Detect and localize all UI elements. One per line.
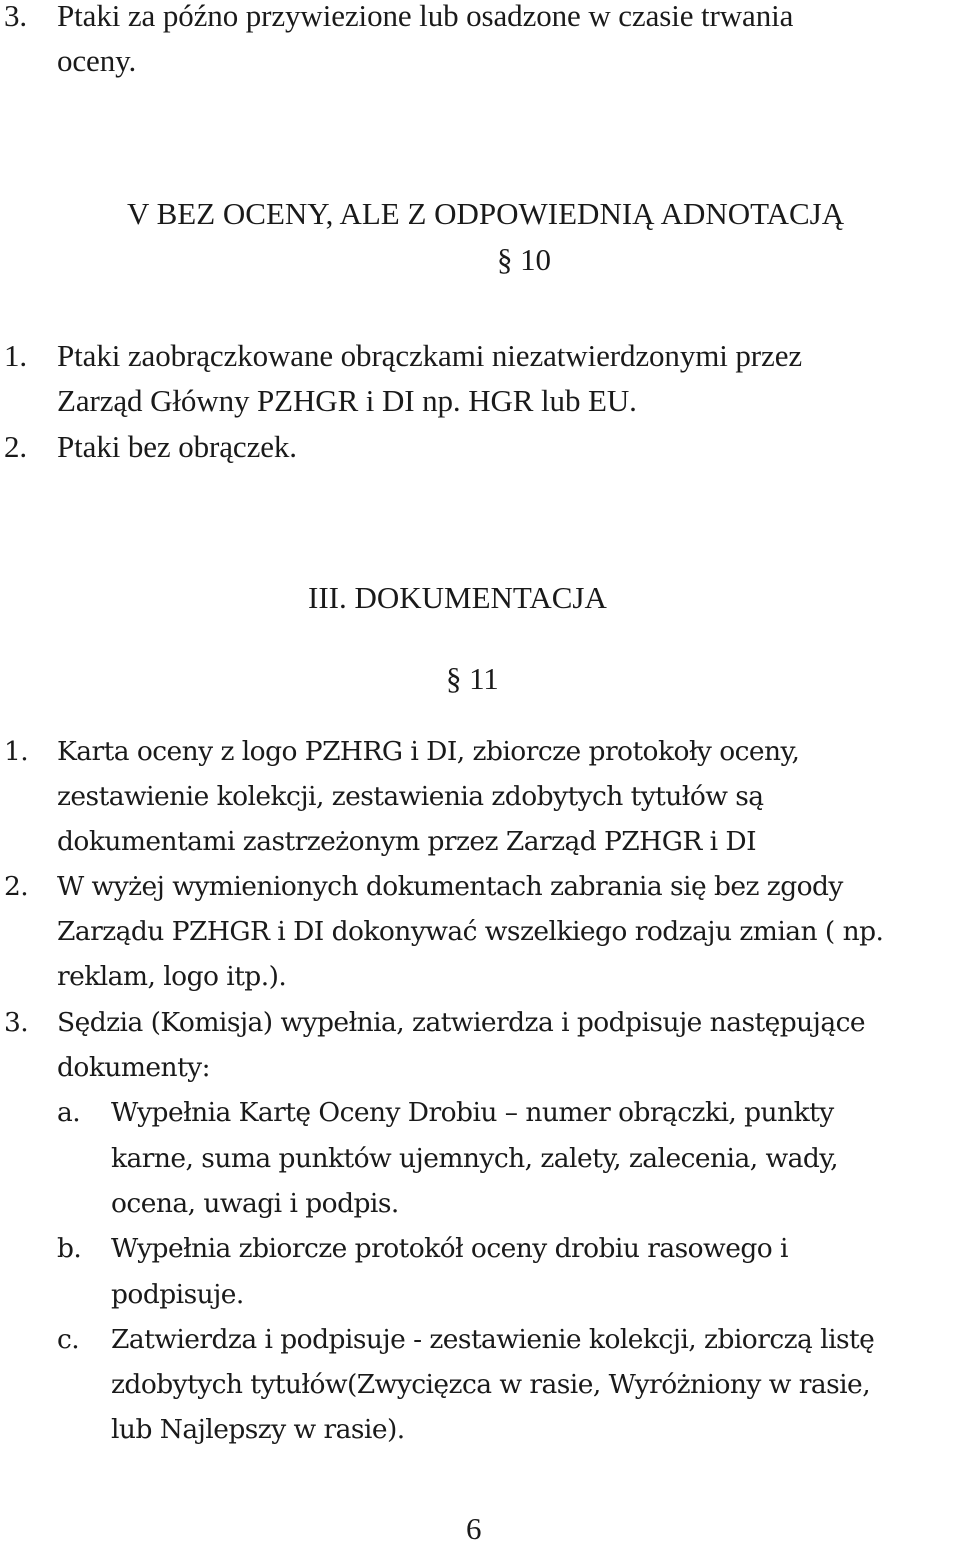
item-text-line: Ptaki zaobrączkowane obrączkami niezatwierdzonymi przez (57, 338, 803, 373)
section-sign: § (497, 242, 513, 277)
item-number: 1. (4, 338, 28, 373)
item-text-line: ocena, uwagi i podpis. (111, 1188, 399, 1219)
item-number: 2. (4, 871, 29, 902)
item-text-line: Ptaki za późno przywiezione lub osadzone w czasie trwania (57, 0, 794, 33)
item-text-line: podpisuje. (111, 1279, 244, 1310)
item-text-line: zestawienie kolekcji, zestawienia zdobytych tytułów są (57, 781, 764, 812)
item-text-line: Zatwierdza i podpisuje - zestawienie kolekcji, zbiorczą listę (111, 1324, 875, 1355)
item-text-line: dokumentami zastrzeżonym przez Zarząd PZHGR i DI (57, 826, 757, 857)
paragraph-number: 11 (469, 661, 499, 696)
item-number: 1. (4, 736, 29, 767)
item-text-line: W wyżej wymienionych dokumentach zabrania się bez zgody (57, 871, 843, 902)
page-number: 6 (466, 1511, 482, 1546)
item-number: 3. (4, 0, 28, 33)
item-text-line: zdobytych tytułów(Zwycięzca w rasie, Wyróżniony w rasie, (111, 1369, 871, 1400)
section-heading-iii: III. DOKUMENTACJA (308, 580, 607, 615)
item-text-line: karne, suma punktów ujemnych, zalety, zalecenia, wady, (111, 1143, 839, 1174)
section-sign: § (446, 661, 462, 696)
item-text-line: Karta oceny z logo PZHRG i DI, zbiorcze protokoły oceny, (57, 736, 800, 767)
paragraph-marker-10 (497, 244, 551, 275)
item-text-line: lub Najlepszy w rasie). (111, 1414, 405, 1445)
item-text-line: Sędzia (Komisja) wypełnia, zatwierdza i podpisuje następujące (57, 1007, 865, 1038)
item-text-line: reklam, logo itp.). (57, 961, 287, 992)
item-text-line: Wypełnia zbiorcze protokół oceny drobiu rasowego i (111, 1233, 788, 1264)
item-number: 3. (4, 1007, 29, 1038)
item-letter: a. (57, 1097, 81, 1128)
item-text-line: oceny. (57, 43, 137, 78)
item-number: 2. (4, 429, 28, 464)
item-text-line: dokumenty: (57, 1052, 210, 1083)
item-text-line: Wypełnia Kartę Oceny Drobiu – numer obrączki, punkty (111, 1097, 834, 1128)
item-text-line: Ptaki bez obrączek. (57, 429, 297, 464)
paragraph-number: 10 (520, 242, 551, 277)
item-text-line: Zarządu PZHGR i DI dokonywać wszelkiego rodzaju zmian ( np. (57, 916, 884, 947)
paragraph-marker-11 (446, 663, 499, 694)
section-heading-v: V BEZ OCENY, ALE Z ODPOWIEDNIĄ ADNOTACJĄ (127, 196, 845, 231)
item-letter: c. (57, 1324, 80, 1355)
item-letter: b. (57, 1233, 82, 1264)
item-text-line: Zarząd Główny PZHGR i DI np. HGR lub EU. (57, 383, 637, 418)
